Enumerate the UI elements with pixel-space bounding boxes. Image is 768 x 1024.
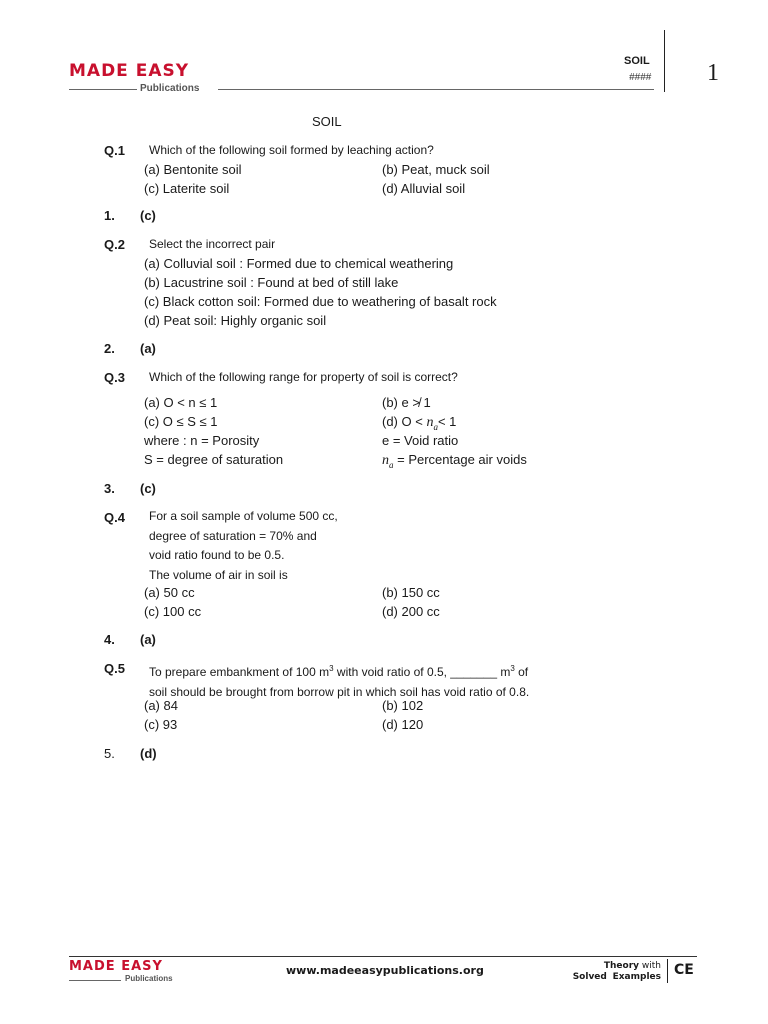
option-a: (a) 50 cc — [144, 585, 195, 600]
answer-number: 4. — [104, 632, 115, 647]
option-b: (b) Lacustrine soil : Found at bed of still lake — [144, 275, 399, 290]
footer-theory-block — [548, 961, 661, 983]
where-void-ratio: e = Void ratio — [382, 433, 459, 448]
answer-value: (c) — [140, 208, 156, 223]
footer-theory-line: Theory with — [603, 961, 661, 971]
question-line: degree of saturation = 70% and — [149, 528, 317, 543]
question-text: Which of the following soil formed by leaching action? — [149, 143, 434, 157]
answer-value: (a) — [140, 341, 156, 356]
question-line: For a soil sample of volume 500 cc, — [149, 509, 338, 523]
option-c: (c) Black cotton soil: Formed due to weathering of basalt rock — [144, 294, 497, 309]
option-b: (b) 102 — [382, 698, 424, 713]
option-d-suffix: < 1 — [437, 414, 457, 429]
footer-solved-line: Solved Examples — [572, 972, 661, 982]
option-d — [382, 414, 456, 432]
answer-value: (a) — [140, 632, 156, 647]
header-rule — [218, 89, 654, 90]
option-d: (d) 120 — [382, 717, 424, 732]
footer-url[interactable]: www.madeeasypublications.org — [286, 964, 484, 977]
answer-value: (d) — [140, 746, 157, 761]
page-title: SOIL — [312, 114, 342, 129]
question-label: Q.3 — [104, 370, 125, 385]
page-number: 1 — [707, 60, 719, 86]
option-d: (d) Alluvial soil — [382, 181, 466, 196]
footer-divider — [667, 959, 668, 983]
option-c: (c) 100 cc — [144, 604, 202, 619]
option-c: (c) 93 — [144, 717, 178, 732]
footer-logo: MADE EASY — [69, 959, 163, 974]
option-a: (a) Bentonite soil — [144, 162, 242, 177]
option-b: (b) e ≯ 1 — [382, 395, 431, 410]
where-porosity: where : n = Porosity — [144, 433, 260, 448]
question-line: The volume of air in soil is — [149, 567, 288, 582]
footer-rule — [69, 956, 697, 957]
answer-value: (c) — [140, 481, 156, 496]
answer-number: 2. — [104, 341, 115, 356]
option-b: (b) 150 cc — [382, 585, 440, 600]
answer-number: 3. — [104, 481, 115, 496]
variable-na: $n_a$ — [426, 415, 438, 432]
header-logo-sub: Publications — [140, 83, 200, 94]
option-c: (c) O ≤ S ≤ 1 — [144, 414, 218, 429]
header-code: #### — [629, 72, 652, 83]
option-a: (a) O < n ≤ 1 — [144, 395, 218, 410]
question-line: void ratio found to be 0.5. — [149, 548, 285, 562]
question-line: To prepare embankment of 100 $m^3$ with void ratio of 0.5, _______ $m^3$ of — [149, 664, 529, 679]
question-label: Q.4 — [104, 510, 125, 525]
question-text: Select the incorrect pair — [149, 237, 276, 251]
option-c: (c) Laterite soil — [144, 181, 230, 196]
header-subject: SOIL — [624, 55, 650, 67]
question-text: Which of the following range for property of soil is correct? — [149, 370, 458, 384]
answer-number: 1. — [104, 208, 115, 223]
question-text — [149, 507, 338, 585]
option-a: (a) Colluvial soil : Formed due to chemical weathering — [144, 256, 454, 271]
footer-ce: CE — [674, 962, 694, 978]
question-label: Q.1 — [104, 143, 125, 158]
option-a: (a) 84 — [144, 698, 178, 713]
footer-logo-sub: Publications — [125, 974, 173, 983]
question-text — [149, 659, 529, 702]
option-d: (d) 200 cc — [382, 604, 440, 619]
where-saturation: S = degree of saturation — [144, 452, 284, 467]
option-b: (b) Peat, muck soil — [382, 162, 490, 177]
option-d: (d) Peat soil: Highly organic soil — [144, 313, 327, 328]
header-logo-underline — [69, 89, 137, 90]
where-air-voids: $n_a$ = Percentage air voids — [382, 452, 527, 470]
header-divider — [664, 30, 665, 92]
question-line: soil should be brought from borrow pit in which soil has void ratio of 0.8. — [149, 684, 530, 699]
header-logo: MADE EASY — [69, 61, 190, 81]
answer-number: 5. — [104, 746, 115, 761]
question-label: Q.2 — [104, 237, 125, 252]
variable-na: $n_a$ — [382, 453, 394, 470]
option-d-prefix: (d) O < — [382, 414, 427, 429]
question-label: Q.5 — [104, 661, 125, 676]
footer-logo-underline — [69, 980, 121, 981]
